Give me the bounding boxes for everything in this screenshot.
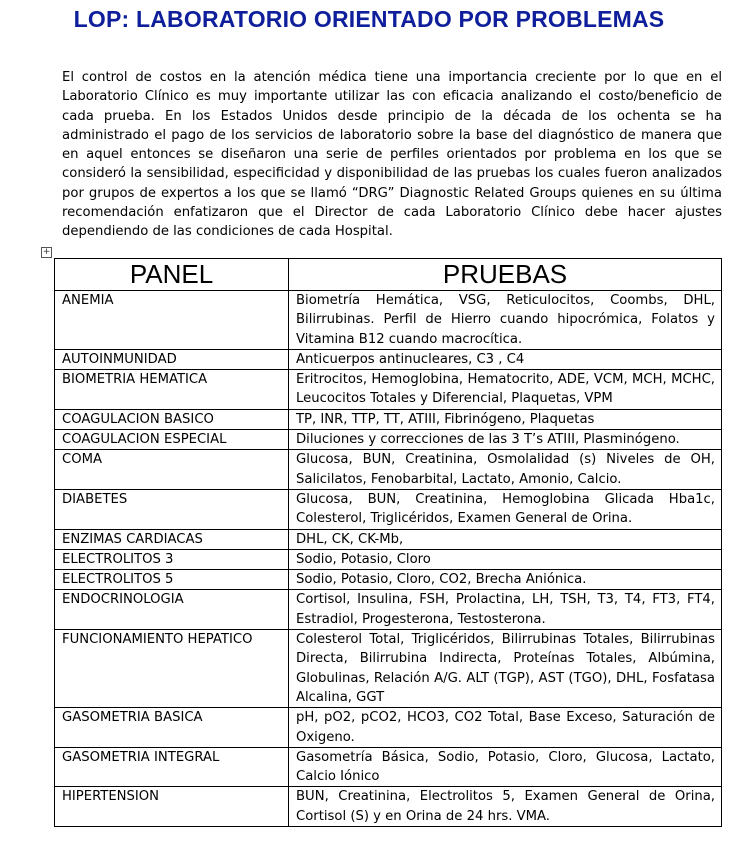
panels-table [54, 258, 722, 827]
panel-tests: Glucosa, BUN, Creatinina, Hemoglobina Glicada Hba1c, Colesterol, Triglicéridos, Examen General de Orina. [289, 489, 722, 529]
panel-name: COMA [55, 450, 289, 490]
panel-name: ENDOCRINOLOGIA [55, 590, 289, 630]
document-title: LOP: LABORATORIO ORIENTADO POR PROBLEMAS [73, 6, 665, 32]
panel-tests: Diluciones y correcciones de las 3 T’s ATIII, Plasminógeno. [289, 430, 722, 450]
panel-name: DIABETES [55, 489, 289, 529]
panel-tests: pH, pO2, pCO2, HCO3, CO2 Total, Base Exceso, Saturación de Oxigeno. [289, 708, 722, 748]
panel-name: BIOMETRIA HEMATICA [55, 370, 289, 410]
table-row [55, 430, 722, 450]
panel-tests: DHL, CK, CK-Mb, [289, 529, 722, 549]
panel-tests: Cortisol, Insulina, FSH, Prolactina, LH, TSH, T3, T4, FT3, FT4, Estradiol, Progesterona, Testosterona. [289, 590, 722, 630]
panel-tests: Gasometría Básica, Sodio, Potasio, Cloro, Glucosa, Lactato, Calcio Iónico [289, 747, 722, 787]
panel-name: GASOMETRIA BASICA [55, 708, 289, 748]
table-row [55, 787, 722, 827]
table-row [55, 349, 722, 369]
table-row [55, 529, 722, 549]
panel-name: FUNCIONAMIENTO HEPATICO [55, 630, 289, 708]
panel-tests: Eritrocitos, Hemoglobina, Hematocrito, ADE, VCM, MCH, MCHC, Leucocitos Totales y Diferencial, Plaquetas, VPM [289, 370, 722, 410]
table-header-row [55, 259, 722, 291]
panel-tests: Sodio, Potasio, Cloro, CO2, Brecha Aniónica. [289, 570, 722, 590]
panel-name: COAGULACION BASICO [55, 409, 289, 429]
panel-name: ENZIMAS CARDIACAS [55, 529, 289, 549]
table-move-handle-icon[interactable]: + [42, 247, 51, 257]
panel-name: GASOMETRIA INTEGRAL [55, 747, 289, 787]
table-row [55, 630, 722, 708]
panel-tests: Sodio, Potasio, Cloro [289, 549, 722, 569]
panel-name: ELECTROLITOS 5 [55, 570, 289, 590]
panel-tests: Colesterol Total, Triglicéridos, Bilirrubinas Totales, Bilirrubinas Directa, Bilirrubina Indirecta, Proteínas Totales, Albúmina, Globulinas, Relación A/G. ALT (TGP), AST (TGO), DHL, Fosfatasa Alcalina, GGT [289, 630, 722, 708]
panel-name: AUTOINMUNIDAD [55, 349, 289, 369]
panel-name: COAGULACION ESPECIAL [55, 430, 289, 450]
table-row [55, 370, 722, 410]
table-row [55, 570, 722, 590]
table-row [55, 450, 722, 490]
panel-name: ELECTROLITOS 3 [55, 549, 289, 569]
header-pruebas: PRUEBAS [289, 259, 722, 291]
table-row [55, 590, 722, 630]
panel-name: ANEMIA [55, 291, 289, 350]
table-row [55, 409, 722, 429]
header-panel: PANEL [55, 259, 289, 291]
panel-tests: Biometría Hemática, VSG, Reticulocitos, Coombs, DHL, Bilirrubinas. Perfil de Hierro cuando hipocrómica, Folatos y Vitamina B12 cuando macrocítica. [289, 291, 722, 350]
table-row [55, 549, 722, 569]
panel-tests: Glucosa, BUN, Creatinina, Osmolalidad (s) Niveles de OH, Salicilatos, Fenobarbital, Lactato, Amonio, Calcio. [289, 450, 722, 490]
table-row [55, 489, 722, 529]
table-row [55, 747, 722, 787]
intro-paragraph: El control de costos en la atención médica tiene una importancia creciente por lo que en el Laboratorio Clínico es muy importante utilizar las con eficacia analizando el costo/beneficio de cada prueba. En los Estados Unidos desde principio de la década de los ochenta se ha administrado el pago de los servicios de laboratorio sobre la base del diagnóstico de manera que en aquel entonces se diseñaron una serie de perfiles orientados por problema en los que se consideró la sensibilidad, especificidad y disponibilidad de las pruebas los cuales fueron analizados por grupos de expertos a los que se llamó “DRG” Diagnostic Related Groups quienes en su última recomendación enfatizaron que el Director de cada Laboratorio Clínico debe hacer ajustes dependiendo de las condiciones de cada Hospital. [62, 70, 722, 240]
table-row [55, 291, 722, 350]
panel-tests: TP, INR, TTP, TT, ATIII, Fibrinógeno, Plaquetas [289, 409, 722, 429]
panel-name: HIPERTENSION [55, 787, 289, 827]
panel-tests: BUN, Creatinina, Electrolitos 5, Examen General de Orina, Cortisol (S) y en Orina de 24 hrs. VMA. [289, 787, 722, 827]
table-row [55, 708, 722, 748]
panel-tests: Anticuerpos antinucleares, C3 , C4 [289, 349, 722, 369]
